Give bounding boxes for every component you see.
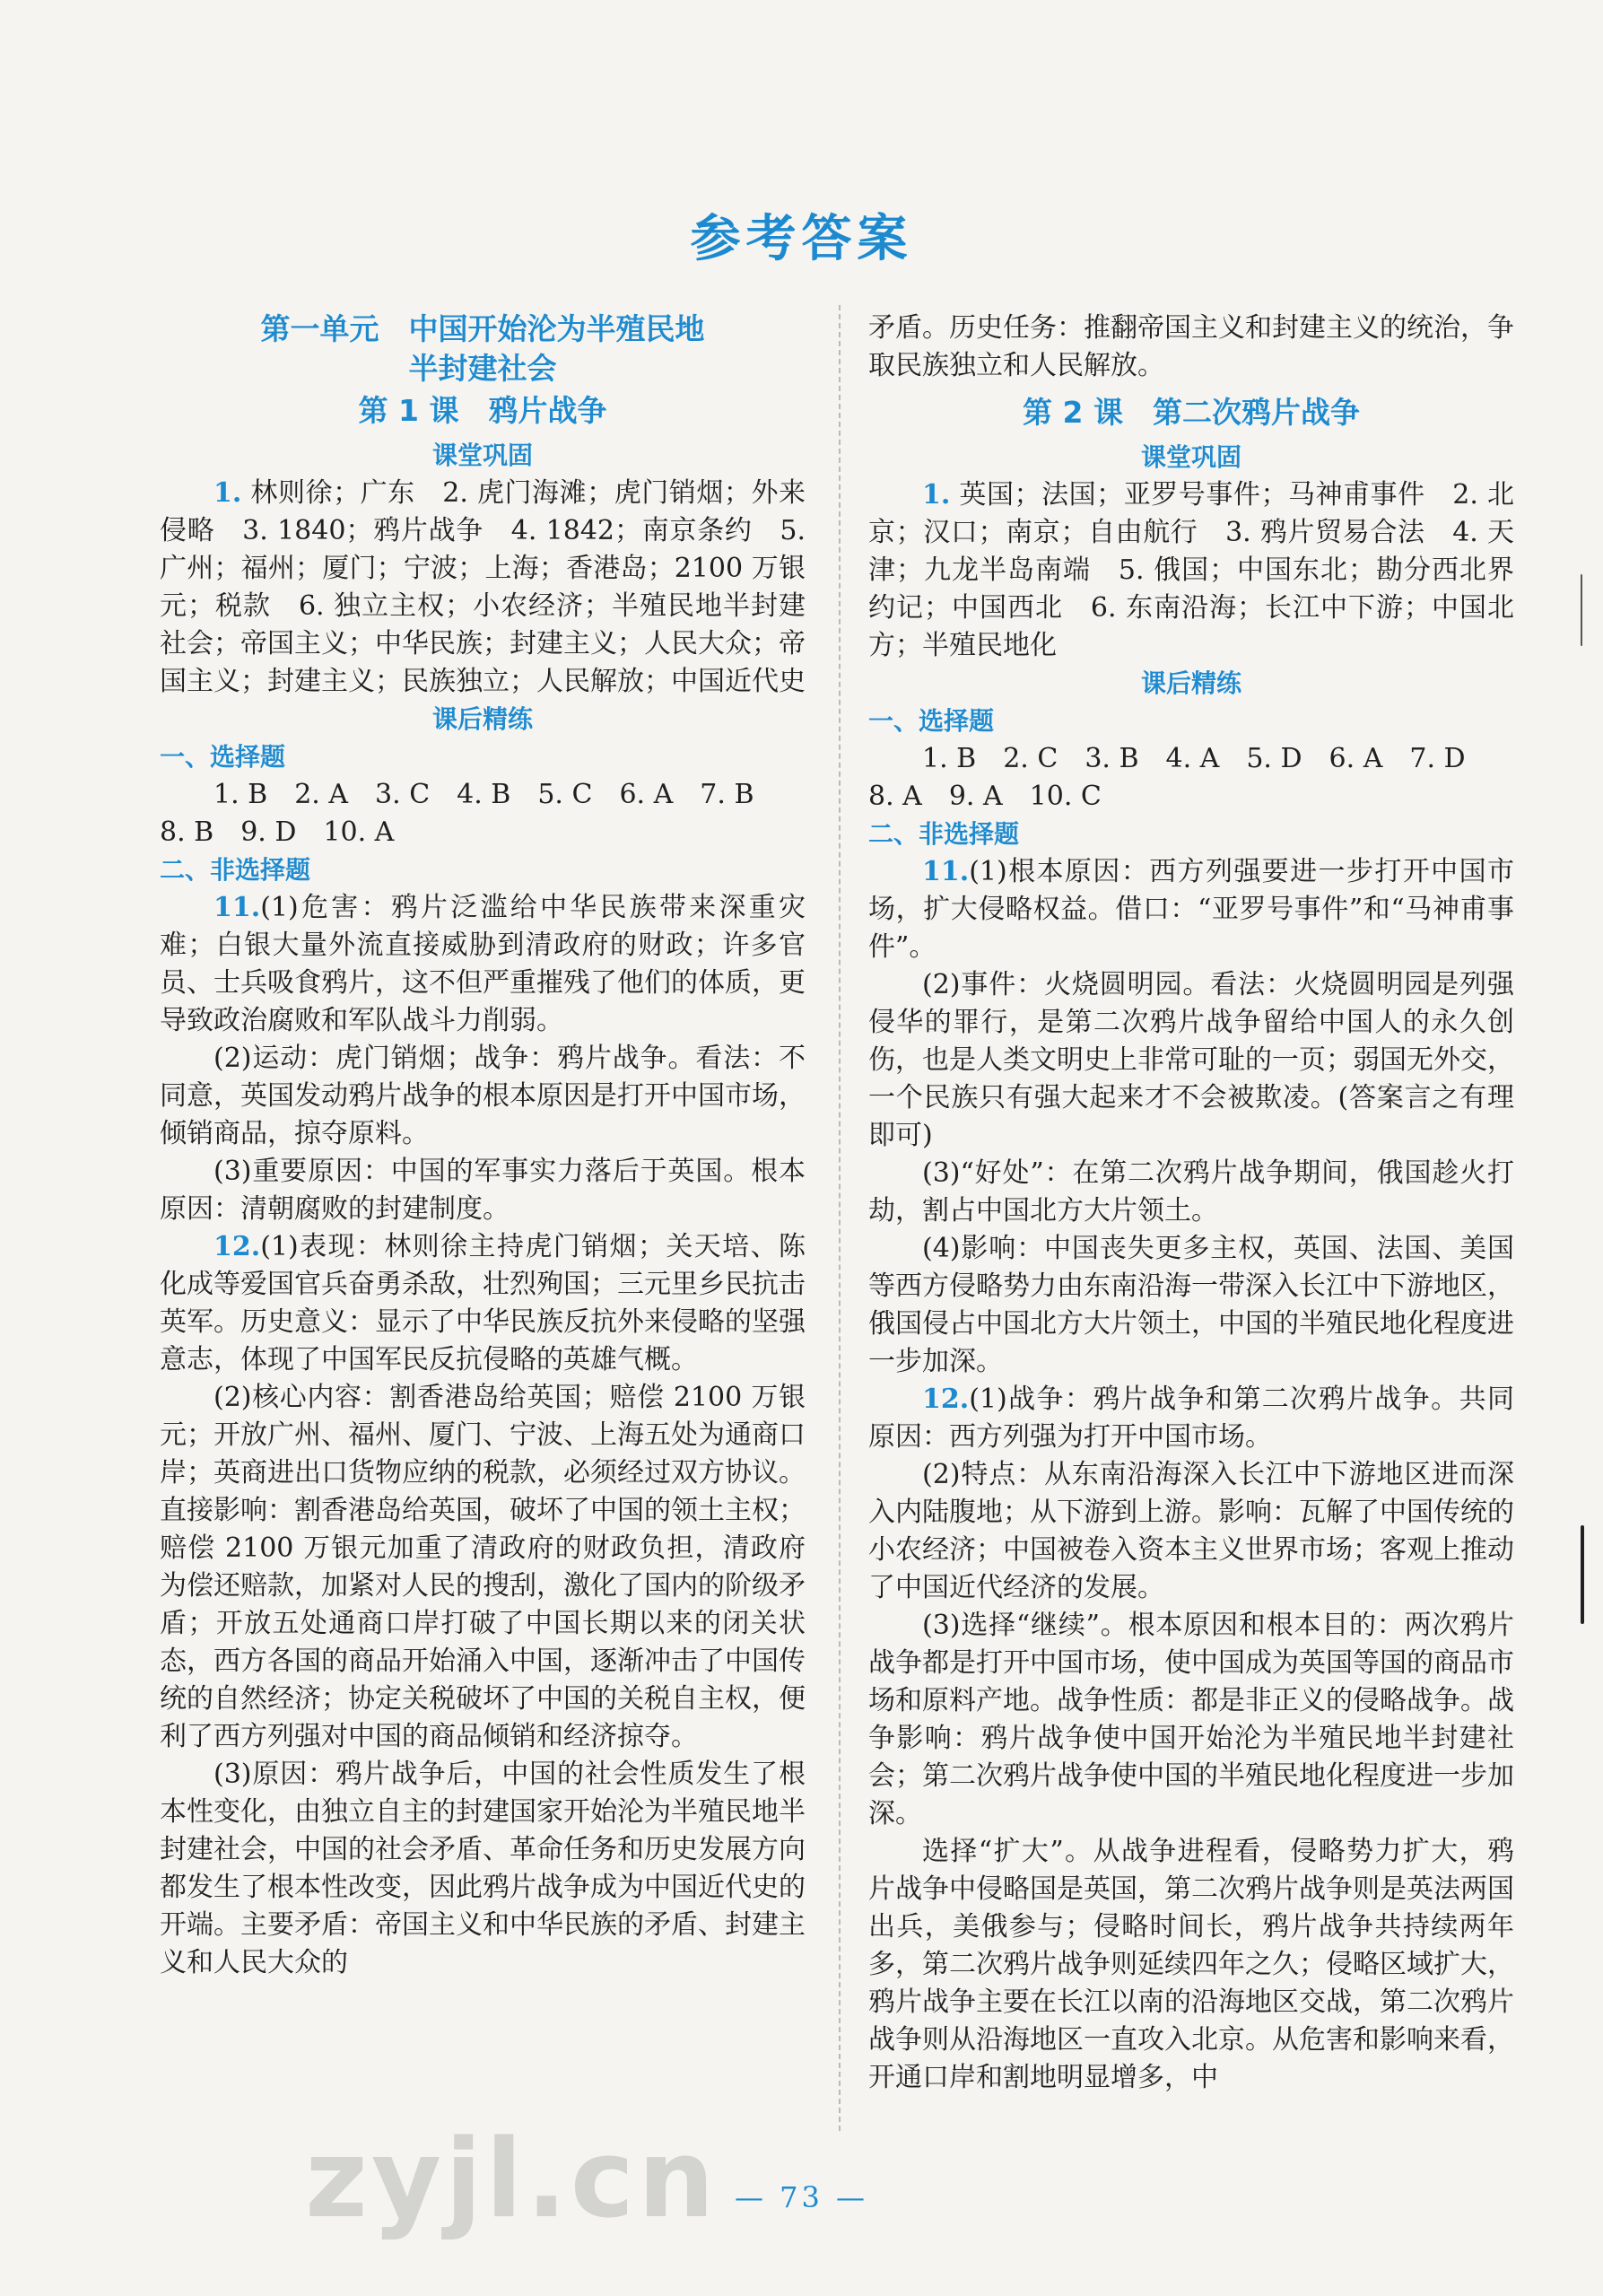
q12-number: 12. bbox=[213, 1231, 261, 1262]
right-column bbox=[868, 310, 1514, 2097]
choice-heading-2: 一、选择题 bbox=[868, 706, 995, 736]
practice-heading: 课后精练 bbox=[431, 704, 533, 734]
q12-part1-text: (1)表现：林则徐主持虎门销烟；关天培、陈化成等爱国官兵奋勇杀敌，壮烈殉国；三元里乡民抗击英军。历史意义：显示了中华民族反抗外来侵略的坚强意志，体现了中国军民反抗侵略的英雄气概。 bbox=[160, 1231, 806, 1375]
r-q11-part4: (4)影响：中国丧失更多主权，英国、法国、美国等西方侵略势力由东南沿海一带深入长江中下游地区，俄国侵占中国北方大片领土，中国的半殖民地化程度进一步加深。 bbox=[868, 1233, 1514, 1377]
continued-text: 矛盾。历史任务：推翻帝国主义和封建主义的统治，争取民族独立和人民解放。 bbox=[868, 312, 1514, 381]
r-q12-part1 bbox=[868, 1381, 1514, 1456]
r-q11-part2: (2)事件：火烧圆明园。看法：火烧圆明园是列强侵华的罪行，是第二次鸦片战争留给中国人的永久创伤，也是人类文明史上非常可耻的一页；弱国无外交，一个民族只有强大起来才不会被欺凌。(答案言之有理即可) bbox=[868, 969, 1514, 1151]
practice-heading-2: 课后精练 bbox=[1140, 668, 1241, 698]
q11-part1 bbox=[160, 889, 806, 1040]
classroom-answers bbox=[160, 475, 806, 701]
choice-heading: 一、选择题 bbox=[160, 742, 286, 772]
q12-part2: (2)核心内容：割香港岛给英国；赔偿 2100 万银元；开放广州、福州、厦门、宁波、上海五处为通商口岸；英商进出口货物应纳的税款，必须经过双方协议。直接影响：割香港岛给英国，破坏了中国的领土主权；赔偿 2100 万银元加重了清政府的财政负担，清政府为偿还赔款，加紧对人民的搜刮，激化了国内的阶级矛盾；开放五处通商口岸打破了中国长期以来的闭关状态，西方各国的商品开始涌入中国，逐渐冲击了中国传统的自然经济；协定关税破坏了中国的关税自主权，便利了西方列强对中国的商品倾销和经济掠夺。 bbox=[160, 1382, 806, 1752]
nonchoice-heading-2: 二、非选择题 bbox=[868, 819, 1020, 849]
watermark-logo: zyjl.cn bbox=[305, 2117, 719, 2242]
q11-part3: (3)重要原因：中国的军事实力落后于英国。根本原因：清朝腐败的封建制度。 bbox=[160, 1156, 806, 1225]
classroom-heading-2: 课堂巩固 bbox=[1140, 442, 1241, 472]
page-number: — 73 — bbox=[734, 2180, 869, 2214]
lesson-2-title: 第 2 课 第二次鸦片战争 bbox=[1023, 395, 1360, 430]
margin-scan-mark bbox=[1581, 1525, 1584, 1624]
unit-title-line1: 第一单元 中国开始沦为半殖民地 bbox=[260, 311, 705, 346]
q11-part1-text: (1)危害：鸦片泛滥给中华民族带来深重灾难；白银大量外流直接威胁到清政府的财政；许多官员、士兵吸食鸦片，这不但严重摧残了他们的体质，更导致政治腐败和军队战斗力削弱。 bbox=[160, 892, 806, 1036]
q12-part3: (3)原因：鸦片战争后，中国的社会性质发生了根本性变化，由独立自主的封建国家开始沦为半殖民地半封建社会，中国的社会矛盾、革命任务和历史发展方向都发生了根本性改变，因此鸦片战争成为中国近代史的开端。主要矛盾：帝国主义和中华民族的矛盾、封建主义和人民大众的 bbox=[160, 1759, 806, 1978]
classroom-heading: 课堂巩固 bbox=[431, 441, 533, 470]
r-q11-number: 11. bbox=[922, 856, 970, 887]
q12-part1 bbox=[160, 1228, 806, 1379]
choice-answers-2-line2: 8. A 9. A 10. C bbox=[868, 781, 1102, 812]
classroom-answers-2 bbox=[868, 476, 1514, 665]
choice-answers-line1: 1. B 2. A 3. C 4. B 5. C 6. A 7. B bbox=[213, 779, 754, 810]
r-q12-part4: 选择“扩大”。从战争进程看，侵略势力扩大，鸦片战争中侵略国是英国，第二次鸦片战争则是英法两国出兵，美俄参与；侵略时间长，鸦片战争共持续两年多，第二次鸦片战争则延续四年之久；侵略区域扩大，鸦片战争主要在长江以南的沿海地区交战，第二次鸦片战争则从沿海地区一直攻入北京。从危害和影响来看，开通口岸和割地明显增多，中 bbox=[868, 1836, 1514, 2093]
page-title: 参考答案 bbox=[690, 210, 913, 268]
choice-answers-line2: 8. B 9. D 10. A bbox=[160, 816, 395, 848]
nonchoice-heading: 二、非选择题 bbox=[160, 855, 311, 885]
r-q11-part3: (3)“好处”：在第二次鸦片战争期间，俄国趁火打劫，割占中国北方大片领土。 bbox=[868, 1157, 1514, 1227]
column-divider bbox=[839, 305, 841, 2131]
r-q11-part1-text: (1)根本原因：西方列强要进一步打开中国市场，扩大侵略权益。借口：“亚罗号事件”和“马神甫事件”。 bbox=[868, 856, 1514, 963]
lesson-1-title: 第 1 课 鸦片战争 bbox=[358, 393, 607, 428]
q11-number: 11. bbox=[213, 892, 261, 923]
q11-part2: (2)运动：虎门销烟；战争：鸦片战争。看法：不同意，英国发动鸦片战争的根本原因是打开中国市场，倾销商品，掠夺原料。 bbox=[160, 1043, 806, 1149]
margin-scan-mark bbox=[1581, 574, 1582, 646]
r-q11-part1 bbox=[868, 853, 1514, 966]
r-q12-number: 12. bbox=[922, 1384, 970, 1415]
choice-answers-2-line1: 1. B 2. C 3. B 4. A 5. D 6. A 7. D bbox=[922, 743, 1466, 774]
left-column bbox=[160, 310, 806, 1982]
r-q12-part3: (3)选择“继续”。根本原因和根本目的：两次鸦片战争都是打开中国市场，使中国成为英国等国的商品市场和原料产地。战争性质：都是非正义的侵略战争。战争影响：鸦片战争使中国开始沦为半殖民地半封建社会；第二次鸦片战争使中国的半殖民地化程度进一步加深。 bbox=[868, 1610, 1514, 1829]
classroom-answers-text: 林则徐；广东 2. 虎门海滩；虎门销烟；外来侵略 3. 1840；鸦片战争 4. 1842；南京条约 5. 广州；福州；厦门；宁波；上海；香港岛；2100 万银元；税款 6. 独立主权；小农经济；半殖民地半封建社会；帝国主义；中华民族；封建主义；人民大众；帝国主义；封建主义；民族独立；人民解放；中国近代史 bbox=[160, 477, 806, 697]
unit-title-line2: 半封建社会 bbox=[408, 351, 557, 386]
classroom-first-num: 1. bbox=[213, 477, 242, 509]
r-q12-part2: (2)特点：从东南沿海深入长江中下游地区进而深入内陆腹地；从下游到上游。影响：瓦解了中国传统的小农经济；中国被卷入资本主义世界市场；客观上推动了中国近代经济的发展。 bbox=[868, 1459, 1514, 1603]
r-q12-part1-text: (1)战争：鸦片战争和第二次鸦片战争。共同原因：西方列强为打开中国市场。 bbox=[868, 1384, 1514, 1453]
classroom-first-num-2: 1. bbox=[922, 479, 951, 511]
classroom-answers-2-text: 英国；法国；亚罗号事件；马神甫事件 2. 北京；汉口；南京；自由航行 3. 鸦片贸易合法 4. 天津；九龙半岛南端 5. 俄国；中国东北；勘分西北界约记；中国西北 6. 东南沿海；长江中下游；中国北方；半殖民地化 bbox=[868, 479, 1514, 661]
